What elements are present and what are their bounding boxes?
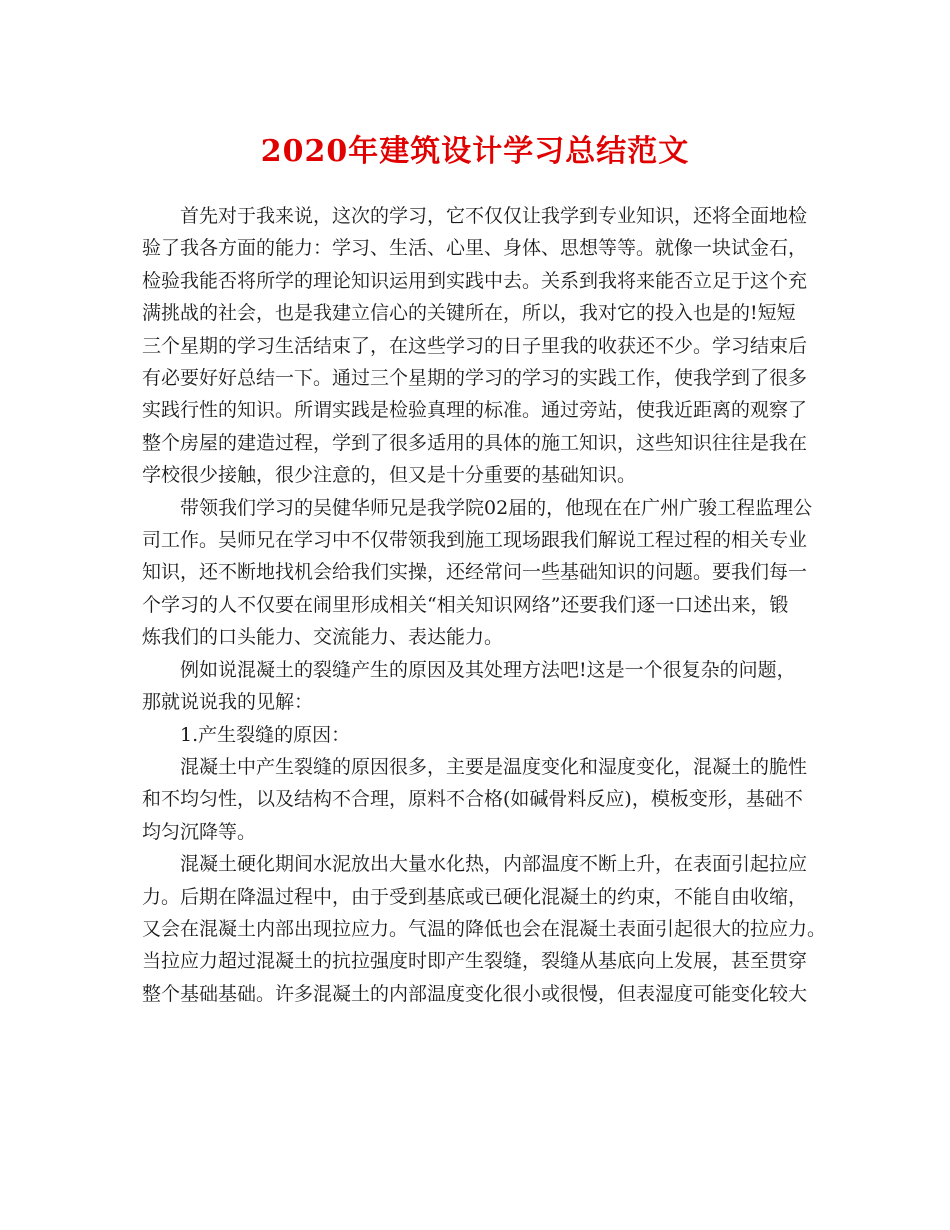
text-line: 力。后期在降温过程中，由于受到基底或已硬化混凝土的约束，不能自由收缩， [142,885,808,908]
text-line: 验了我各方面的能力：学习、生活、心里、身体、思想等等。就像一块试金石， [142,237,808,260]
text-line: 检验我能否将所学的理论知识运用到实践中去。关系到我将来能否立足于这个充 [142,269,808,292]
document-title: 2020年建筑设计学习总结范文 [260,134,690,169]
text-line: 司工作。吴师兄在学习中不仅带领我到施工现场跟我们解说工程过程的相关专业 [142,529,808,552]
text-line: 带领我们学习的吴健华师兄是我学院02届的，他现在在广州广骏工程监理公 [180,496,813,519]
text-line: 均匀沉降等。 [142,820,257,843]
document-body [142,200,827,1010]
text-line: 整个房屋的建造过程，学到了很多适用的具体的施工知识，这些知识往往是我在 [142,431,808,454]
text-line: 实践行性的知识。所谓实践是检验真理的标准。通过旁站，使我近距离的观察了 [142,399,808,422]
text-line: 三个星期的学习生活结束了，在这些学习的日子里我的收获还不少。学习结束后 [142,334,808,357]
text-line: 和不均匀性，以及结构不合理，原料不合格(如碱骨料反应)，模板变形，基础不 [142,788,803,811]
text-line: 个学习的人不仅要在闹里形成相关“相关知识网络”还要我们逐一口述出来，锻 [142,593,789,616]
text-line: 1.产生裂缝的原因： [180,723,351,746]
text-line: 首先对于我来说，这次的学习，它不仅仅让我学到专业知识，还将全面地检 [180,205,808,227]
text-line: 满挑战的社会，也是我建立信心的关键所在，所以，我对它的投入也是的!短短 [142,302,796,325]
text-line: 混凝土硬化期间水泥放出大量水化热，内部温度不断上升，在表面引起拉应 [180,853,808,876]
paragraph [142,492,813,654]
paragraph [142,848,827,1010]
text-line: 知识，还不断地找机会给我们实操，还经常问一些基础知识的问题。要我们每一 [142,561,808,584]
text-line: 炼我们的口头能力、交流能力、表达能力。 [142,626,504,649]
text-line: 例如说混凝土的裂缝产生的原因及其处理方法吧!这是一个很复杂的问题， [180,658,796,681]
text-line: 学校很少接触，很少注意的，但又是十分重要的基础知识。 [142,464,637,487]
text-line: 又会在混凝土内部出现拉应力。气温的降低也会在混凝土表面引起很大的拉应力。 [142,917,827,940]
text-line: 有必要好好总结一下。通过三个星期的学习的学习的实践工作，使我学到了很多 [142,367,808,390]
text-line: 混凝土中产生裂缝的原因很多，主要是温度变化和湿度变化，混凝土的脆性 [180,755,808,778]
section-heading [142,719,808,751]
paragraph [142,751,808,848]
text-line: 整个基础基础。许多混凝土的内部温度变化很小或很慢，但表湿度可能变化较大 [142,982,808,1005]
paragraph [142,200,808,492]
text-line: 当拉应力超过混凝土的抗拉强度时即产生裂缝，裂缝从基底向上发展，甚至贯穿 [142,950,808,973]
paragraph [142,654,808,719]
text-line: 那就说说我的见解： [142,691,314,714]
